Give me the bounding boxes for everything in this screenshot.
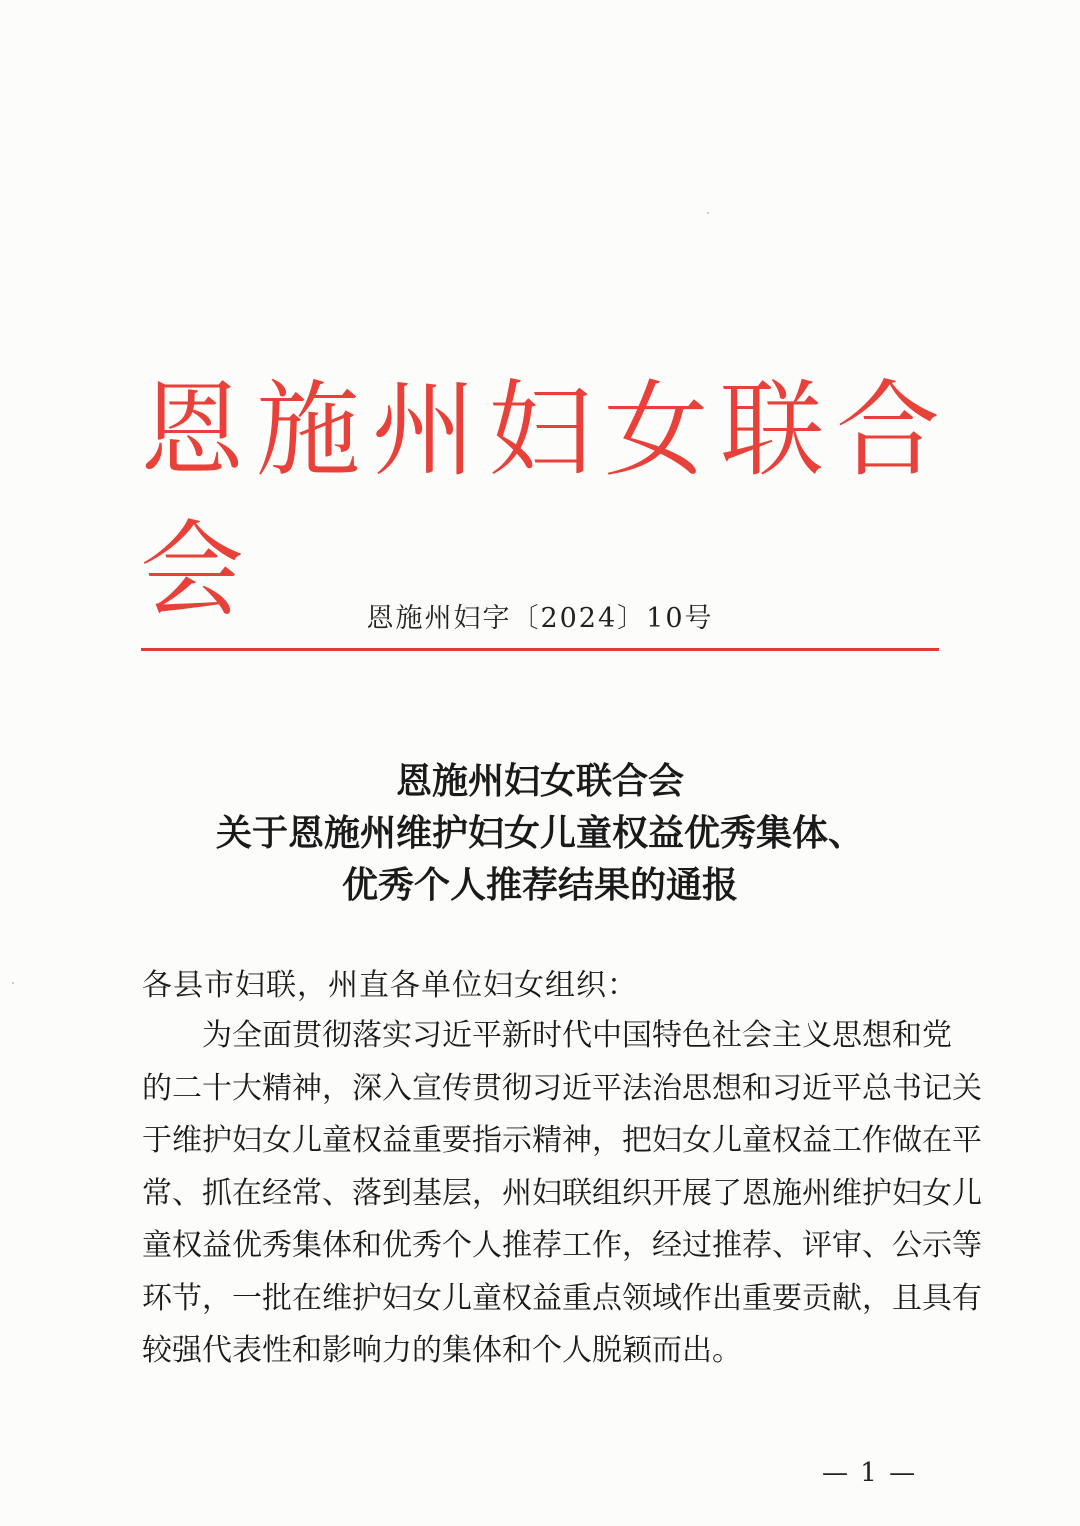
notice-title-line-2: 关于恩施州维护妇女儿童权益优秀集体、 (215, 812, 864, 854)
body-line-5: 童权益优秀集体和优秀个人推荐工作，经过推荐、评审、公示等 (142, 1228, 982, 1263)
salutation: 各县市妇联，州直各单位妇女组织： (142, 968, 638, 1003)
page-number: — 1 — (822, 1458, 918, 1488)
notice-title-line-3: 优秀个人推荐结果的通报 (341, 864, 738, 906)
document-number: 恩施州妇字〔2024〕10号 (366, 603, 714, 634)
masthead-title: 恩施州妇女联合会 (140, 369, 940, 631)
body-paragraph (142, 1010, 982, 1378)
body-line-1: 为全面贯彻落实习近平新时代中国特色社会主义思想和党 (202, 1018, 952, 1053)
body-line-7: 较强代表性和影响力的集体和个人脱颖而出。 (142, 1333, 742, 1368)
body-line-6: 环节，一批在维护妇女儿童权益重点领域作出重要贡献，且具有 (142, 1280, 982, 1316)
scan-speck (12, 982, 14, 984)
red-divider-line (141, 648, 939, 651)
body-line-3: 于维护妇女儿童权益重要指示精神，把妇女儿童权益工作做在平 (142, 1123, 982, 1158)
notice-title (0, 755, 1080, 911)
body-line-4: 常、抓在经常、落到基层，州妇联组织开展了恩施州维护妇女儿 (142, 1175, 982, 1211)
body-line-2: 的二十大精神，深入宣传贯彻习近平法治思想和习近平总书记关 (142, 1070, 982, 1106)
scan-speck (707, 212, 709, 214)
notice-title-line-1: 恩施州妇女联合会 (395, 760, 684, 802)
